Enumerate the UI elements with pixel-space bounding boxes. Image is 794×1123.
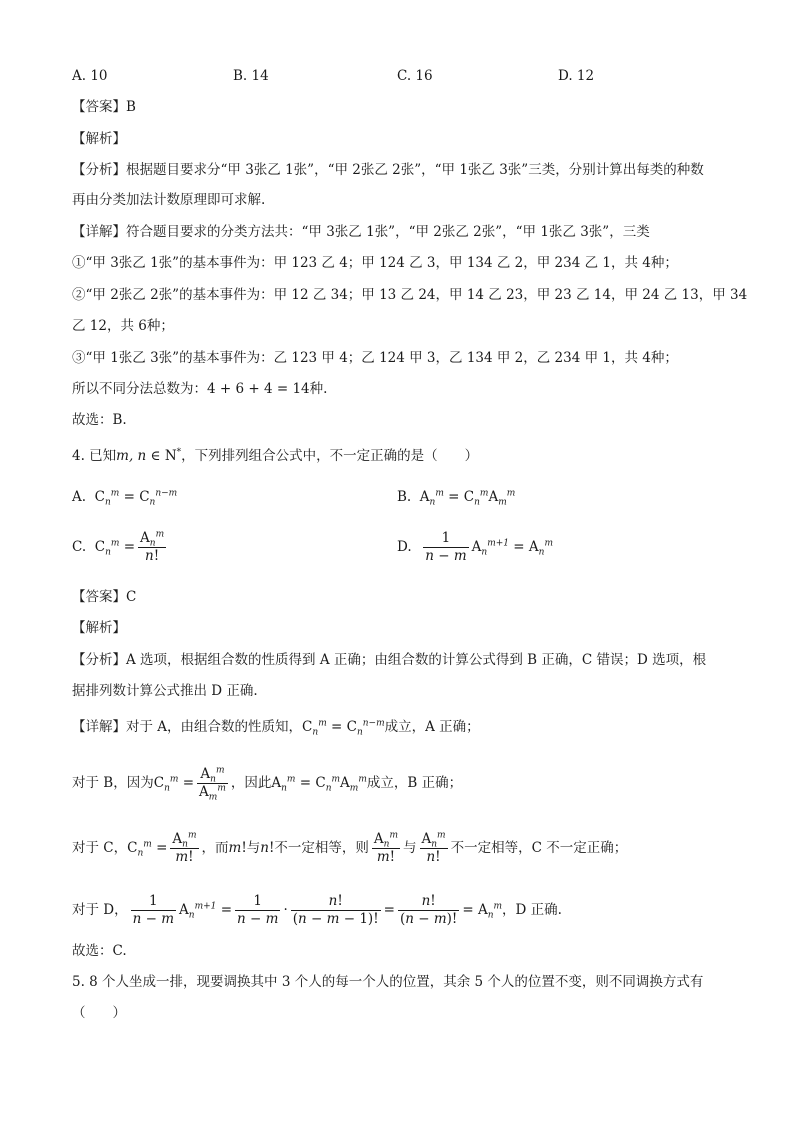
xiangjie-q3: 【详解】符合题目要求的分类方法共：“甲 3张乙 1张”，“甲 2张乙 2张”，“甲 1张乙 3张”，三类 [72,224,650,240]
fenxi-q3-line2: 再由分类加法计数原理即可求解. [72,192,266,208]
total-q3: 所以不同分法总数为：4 + 6 + 4 = 14种. [72,381,328,397]
stem-star: * [176,447,182,458]
xj-b-mid: ，因此 [230,775,272,791]
choose-q3: 故选：B. [72,412,127,428]
xj-d-prefix: 对于 D， [72,902,128,918]
fenxi-q4-line2: 据排列数计算公式推出 D 正确. [72,683,258,699]
xiangjie-q4-d: 对于 D， $\frac{1}{n - m}$ $A_n^{m+1}$ = $\frac{1}{n - m}$ · $\frac{n!}{(n - m - 1)!}$ = $\frac{n!}{(n - m)!}$ = $A_n^m$，D 正确. [72,893,562,927]
xj-c-mid2: 与 [246,840,261,856]
xiangjie-q4-b: 对于 B，因为$C_n^m$ = $\frac{A_n^m}{A_m^m}$ ，因此$A_n^m = C_n^mA_m^m$成立，B 正确； [72,765,463,803]
stem-set: ∈ N [146,448,177,464]
fenxi-q3-line1: 【分析】根据题目要求分“甲 3张乙 1张”，“甲 2张乙 2张”，“甲 1张乙 3张”三类，分别计算出每类的种数 [72,162,704,178]
stem-suffix: ，下列排列组合公式中，不一定正确的是（ ） [181,448,479,464]
option-c: C. 16 [397,68,433,84]
xiangjie-q4-a: 【详解】对于 A，由组合数的性质知，$C_n^m = C_n^{n-m}$成立，A 正确； [72,718,480,738]
xj-b-suffix: 成立，B 正确； [366,775,463,791]
q4-option-c: C. $C_n^m$ = $\frac{A_n^m}{n!}$ [72,529,165,564]
case1-q3: ①“甲 3张乙 1张”的基本事件为：甲 123 乙 4；甲 124 乙 3，甲 134 乙 2，甲 234 乙 1，共 4种； [72,255,678,271]
q4-option-d: D. $\frac{1}{n - m}$ $A_n^{m+1} = A_n^m$ [397,530,553,564]
xj-c-mid1: ，而 [201,840,229,856]
case2-q3-line2: 乙 12，共 6种； [72,318,174,334]
option-a: A. 10 [72,68,108,84]
option-b: B. 14 [233,68,269,84]
q4-option-a: A. $C_n^m = C_n^{n-m}$ [72,488,178,508]
xj-c-prefix: 对于 C， [72,840,128,856]
xj-c-suffix: 不一定相等，C 不一定正确； [450,840,628,856]
xiangjie-q4-c: 对于 C，$C_n^m$ = $\frac{A_n^m}{m!}$ ，而m!与n!不一定相等，则 $\frac{A_n^m}{m!}$ 与 $\frac{A_n^m}{n!}$ 不一定相等，C 不一定正确； [72,830,628,865]
question-5-line2: （ ） [72,1005,126,1021]
xj-a-suffix: 成立，A 正确； [384,719,480,735]
xj-c-mid3: 不一定相等，则 [274,840,369,856]
stem-prefix: 4. 已知 [72,448,117,464]
choose-q4: 故选：C. [72,943,127,959]
xj-c-mid4: 与 [403,840,417,856]
xj-d-suffix: ，D 正确. [502,902,562,918]
case3-q3: ③“甲 1张乙 3张”的基本事件为：乙 123 甲 4；乙 124 甲 3，乙 134 甲 2，乙 234 甲 1，共 4种； [72,350,678,366]
answer-q3: 【答案】B [72,99,136,115]
q4-option-b: B. $A_n^m = C_n^mA_m^m$ [397,488,516,508]
xj-a-prefix: 【详解】对于 A，由组合数的性质知， [72,719,303,735]
question-5-line1: 5. 8 个人坐成一排，现要调换其中 3 个人的每一个人的位置，其余 5 个人的位置不变，则不同调换方式有 [72,974,704,990]
option-d: D. 12 [558,68,595,84]
analysis-tag-q3: 【解析】 [72,131,126,147]
case2-q3-line1: ②“甲 2张乙 2张”的基本事件为：甲 12 乙 34；甲 13 乙 24，甲 14 乙 23，甲 23 乙 14，甲 24 乙 13，甲 34 [72,287,748,303]
answer-q4: 【答案】C [72,589,137,605]
xj-b-prefix: 对于 B，因为 [72,775,154,791]
fenxi-q4-line1: 【分析】A 选项，根据组合数的性质得到 A 正确；由组合数的计算公式得到 B 正确，C 错误；D 选项，根 [72,652,707,668]
question-4-stem [72,446,478,466]
analysis-tag-q4: 【解析】 [72,620,126,636]
stem-variables: m, n [116,448,147,464]
